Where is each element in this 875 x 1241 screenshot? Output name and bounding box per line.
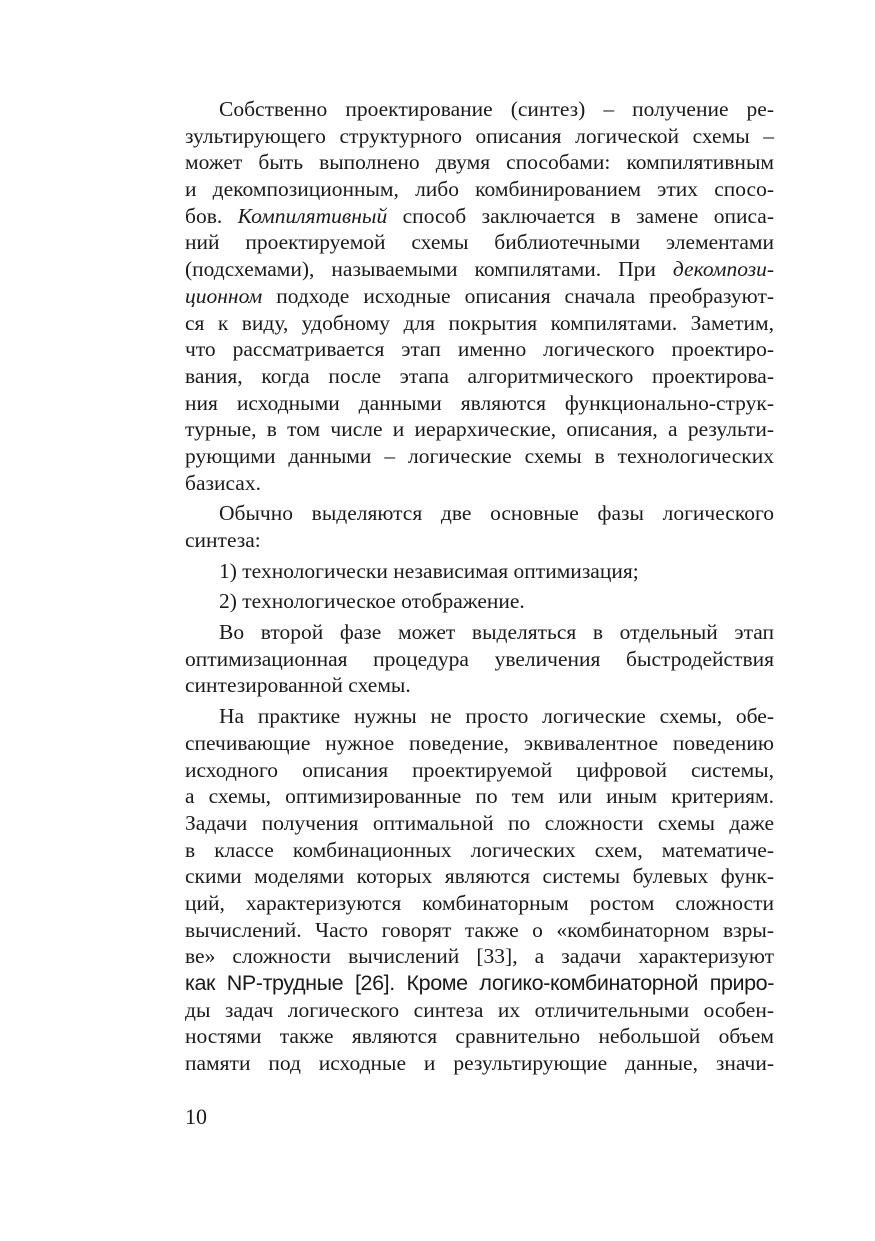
paragraph-synthesis	[185, 96, 774, 496]
text-line: ния исходными данными являются функционально-струк-	[185, 390, 774, 415]
text-line: ний проектируемой схемы библиотечными элементами	[185, 230, 774, 255]
paragraph-practice	[185, 703, 774, 1077]
text-line: Задачи получения оптимальной по сложности схемы даже	[185, 810, 774, 835]
text-line: памяти под исходные и результирующие данные, значи-	[185, 1051, 774, 1076]
text-line: может быть выполнено двумя способами: компилятивным	[185, 150, 774, 175]
page-number: 10	[185, 1104, 207, 1129]
text-line: ды задач логического синтеза их отличительными особен-	[185, 997, 774, 1022]
text-line: бов. Компилятивный способ заключается в замене описа-	[185, 203, 774, 228]
text-line: спечивающие нужное поведение, эквивалентное поведению	[185, 730, 774, 755]
text-line: зультирующего структурного описания логической схемы –	[185, 123, 774, 148]
body-text	[185, 96, 774, 1077]
text-line: На практике нужны не просто логические схемы, обе-	[219, 704, 774, 729]
text-line: базисах.	[185, 470, 261, 495]
text-line: ве» сложности вычислений [33], а задачи характеризуют	[185, 944, 774, 969]
text-line: ностями также являются сравнительно небольшой объем	[185, 1024, 774, 1049]
text-line: рующими данными – логические схемы в технологических	[185, 443, 774, 468]
text-line: ционном подходе исходные описания сначала преобразуют-	[185, 283, 774, 308]
text-line: 2) технологическое отображение.	[219, 589, 525, 614]
text-line: вычислений. Часто говорят также о «комбинаторном взры-	[185, 917, 774, 942]
text-line: скими моделями которых являются системы булевых функ-	[185, 864, 774, 889]
text-line: как NP-трудные [26]. Кроме логико-комбинаторной приро-	[185, 971, 774, 995]
text-line: что рассматривается этап именно логического проектиро-	[185, 337, 774, 362]
text-line: синтезированной схемы.	[185, 673, 411, 698]
text-line: синтеза:	[185, 528, 261, 552]
text-line: а схемы, оптимизированные по тем или иным критериям.	[185, 784, 774, 809]
paragraph-phases	[185, 500, 774, 553]
term-compilative: Компилятивный	[237, 203, 388, 228]
text-line: оптимизационная процедура увеличения быстродействия	[185, 646, 774, 671]
paragraph-second-phase	[185, 619, 774, 699]
text-line: в классе комбинационных логических схем, математиче-	[185, 837, 774, 862]
text-line: вания, когда после этапа алгоритмического проектирова-	[185, 363, 774, 388]
text-line: Обычно выделяются две основные фазы логического	[219, 501, 774, 526]
list-item-1	[185, 558, 774, 585]
text-line: ций, характеризуются комбинаторным ростом сложности	[185, 890, 774, 915]
text-line: (подсхемами), называемыми компилятами. При декомпози-	[185, 257, 774, 282]
term-decomposition: декомпози-	[672, 257, 774, 282]
text-line: исходного описания проектируемой цифровой системы,	[185, 757, 774, 782]
text-line: 1) технологически независимая оптимизация;	[219, 558, 639, 583]
term-decomposition-cont: ционном	[185, 283, 263, 308]
list-item-2	[185, 588, 774, 615]
text-line: Во второй фазе может выделяться в отдельный этап	[219, 620, 774, 645]
text-line: ся к виду, удобному для покрытия компилятами. Заметим,	[185, 310, 774, 335]
text-line: турные, в том числе и иерархические, описания, а результи-	[185, 417, 774, 442]
text-line: и декомпозиционным, либо комбинированием этих спосо-	[185, 177, 774, 202]
text-line: Собственно проектирование (синтез) – получение ре-	[219, 97, 774, 121]
